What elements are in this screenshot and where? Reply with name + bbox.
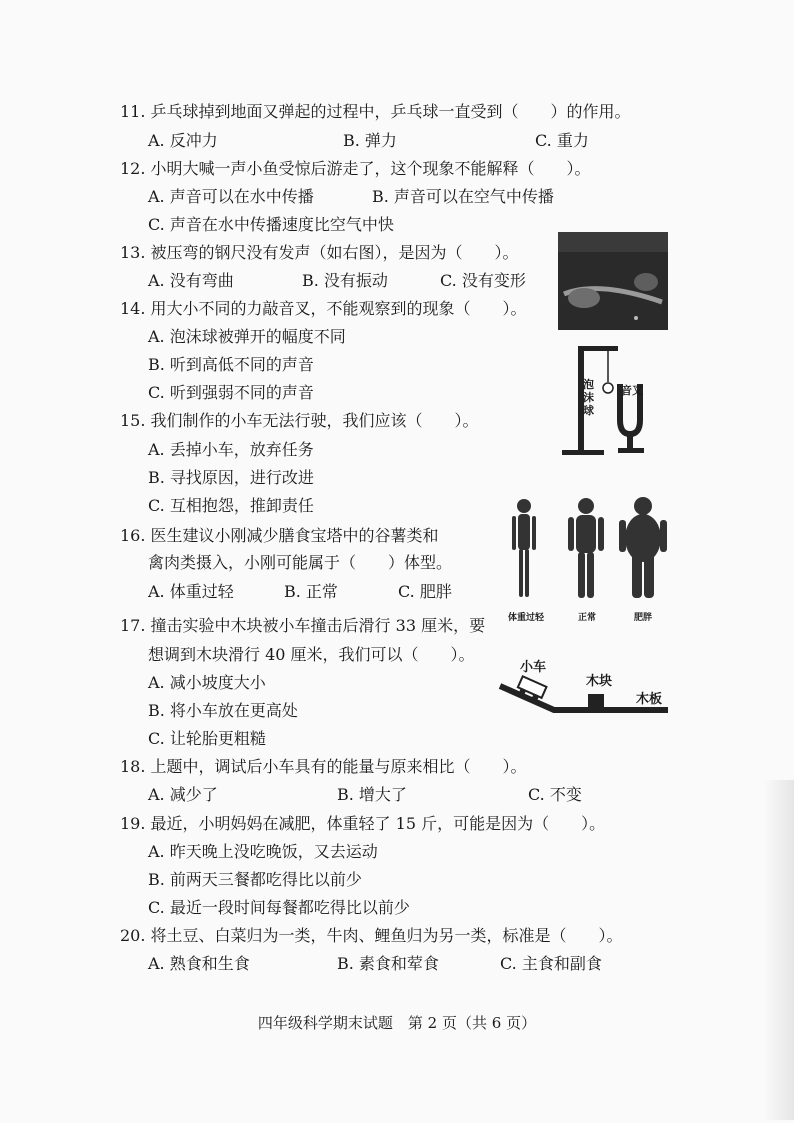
question-number: 20. xyxy=(120,926,146,945)
q11-option-c: C. 重力 xyxy=(535,131,589,150)
question-13-stem xyxy=(120,243,519,263)
q16-option-c: C. 肥胖 xyxy=(398,582,452,601)
q18-option-b: B. 增大了 xyxy=(337,785,407,804)
q15-option-b: B. 寻找原因，进行改进 xyxy=(148,468,314,487)
q19-option-c: C. 最近一段时间每餐都吃得比以前少 xyxy=(148,898,410,917)
question-17-stem-line2: 想调到木块滑行 40 厘米，我们可以（ ）。 xyxy=(148,645,475,664)
question-text: 用大小不同的力敲音叉，不能观察到的现象（ ）。 xyxy=(150,299,527,318)
q12-option-c: C. 声音在水中传播速度比空气中快 xyxy=(148,215,394,234)
q15-option-a: A. 丢掉小车，放弃任务 xyxy=(148,440,314,459)
q15-option-c: C. 互相抱怨，推卸责任 xyxy=(148,496,314,515)
question-number: 12. xyxy=(120,159,146,178)
q14-option-b: B. 听到高低不同的声音 xyxy=(148,355,314,374)
q13-option-c: C. 没有变形 xyxy=(440,271,526,290)
question-text: 我们制作的小车无法行驶，我们应该（ ）。 xyxy=(150,411,479,430)
q19-option-b: B. 前两天三餐都吃得比以前少 xyxy=(148,870,362,889)
q13-option-b: B. 没有振动 xyxy=(302,271,388,290)
q14-option-a: A. 泡沫球被弹开的幅度不同 xyxy=(148,327,346,346)
q12-option-a: A. 声音可以在水中传播 xyxy=(148,187,314,206)
question-text: 上题中，调试后小车具有的能量与原来相比（ ）。 xyxy=(150,757,527,776)
q19-option-a: A. 昨天晚上没吃晚饭，又去运动 xyxy=(148,842,378,861)
question-text: 被压弯的钢尺没有发声（如右图），是因为（ ）。 xyxy=(150,243,519,262)
block-label: 木块 xyxy=(586,674,613,689)
question-19-stem xyxy=(120,814,605,834)
question-15-stem xyxy=(120,411,479,431)
question-number: 18. xyxy=(120,757,146,776)
q11-option-a: A. 反冲力 xyxy=(148,131,218,150)
q20-option-a: A. 熟食和生食 xyxy=(148,954,250,973)
q13-option-a: A. 没有弯曲 xyxy=(148,271,234,290)
body-label-underweight: 体重过轻 xyxy=(508,613,545,623)
foam-ball-label: 泡沫球 xyxy=(583,378,594,417)
q18-option-a: A. 减少了 xyxy=(148,785,218,804)
q14-option-c: C. 听到强弱不同的声音 xyxy=(148,383,314,402)
question-text: 撞击实验中木块被小车撞击后滑行 33 厘米，要 xyxy=(150,616,486,635)
bent-ruler-photo xyxy=(558,232,668,330)
question-16-stem xyxy=(120,526,439,546)
question-text: 小明大喊一声小鱼受惊后游走了，这个现象不能解释（ ）。 xyxy=(150,159,591,178)
question-number: 11. xyxy=(120,102,146,121)
question-12-stem xyxy=(120,159,591,179)
scan-edge-shadow xyxy=(764,780,794,1120)
page-footer: 四年级科学期末试题 第 2 页（共 6 页） xyxy=(257,1014,537,1032)
tuning-fork-label: 音叉 xyxy=(621,384,643,397)
question-14-stem xyxy=(120,299,527,319)
question-11-stem xyxy=(120,102,631,122)
question-20-stem xyxy=(120,926,623,946)
q17-option-c: C. 让轮胎更粗糙 xyxy=(148,729,266,748)
question-number: 16. xyxy=(120,526,146,545)
question-text: 乒乓球掉到地面又弹起的过程中，乒乓球一直受到（ ）的作用。 xyxy=(150,102,631,121)
q16-option-a: A. 体重过轻 xyxy=(148,582,234,601)
q17-option-a: A. 减小坡度大小 xyxy=(148,673,266,692)
q11-option-b: B. 弹力 xyxy=(343,131,397,150)
question-text: 将土豆、白菜归为一类，牛肉、鲤鱼归为另一类，标准是（ ）。 xyxy=(150,926,623,945)
q18-option-c: C. 不变 xyxy=(528,785,582,804)
board-label: 木板 xyxy=(636,692,663,707)
car-label: 小车 xyxy=(520,660,547,675)
question-number: 15. xyxy=(120,411,146,430)
question-number: 17. xyxy=(120,616,146,635)
question-16-stem-line2: 禽肉类摄入，小刚可能属于（ ）体型。 xyxy=(148,553,453,572)
q20-option-b: B. 素食和荤食 xyxy=(337,954,439,973)
body-types-diagram xyxy=(500,494,670,604)
question-text: 医生建议小刚减少膳食宝塔中的谷薯类和 xyxy=(150,526,439,545)
question-number: 19. xyxy=(120,814,146,833)
q16-option-b: B. 正常 xyxy=(284,582,338,601)
question-17-stem xyxy=(120,616,485,636)
question-18-stem xyxy=(120,757,527,777)
q17-option-b: B. 将小车放在更高处 xyxy=(148,701,298,720)
question-number: 13. xyxy=(120,243,146,262)
question-text: 最近，小明妈妈在减肥，体重轻了 15 斤，可能是因为（ ）。 xyxy=(150,814,606,833)
body-label-normal: 正常 xyxy=(578,613,597,623)
body-label-obese: 肥胖 xyxy=(634,613,653,623)
q12-option-b: B. 声音可以在空气中传播 xyxy=(372,187,554,206)
q20-option-c: C. 主食和副食 xyxy=(500,954,602,973)
tuning-fork-diagram xyxy=(560,342,650,458)
question-number: 14. xyxy=(120,299,146,318)
